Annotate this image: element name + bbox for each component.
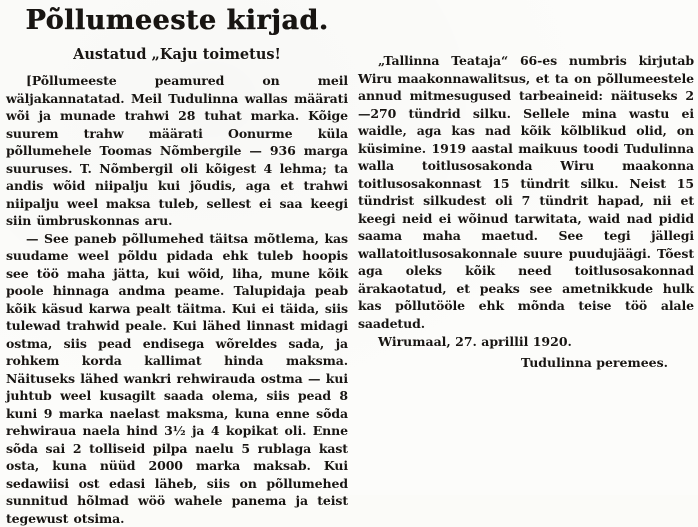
signature: Tudulinna peremees. [358, 354, 694, 372]
left-column [6, 5, 348, 527]
paragraph: „Tallinna Teataja“ 66-es numbris kirjutab Wiru maakonnawalitsus, et ta on põllumeestele annud mitmesugused tarbeaineid: näituseks 2—270 tündrid silku. Sellele mina wastu ei waidle, aga kas nad kõik kõlblikud olid, on küsimine. 1919 aastal maikuus toodi Tudulinna walla toitlusosakonda Wiru maakonna toitlusosakonnast 15 tündrit silku. Neist 15 tündrist silkudest oli 7 tündrit hapad, nii et keegi neid ei wõinud tarwitata, waid nad pidid saama maha maetud. See tegi jällegi wallatoitlusosakonnale suure puudujäägi. Tõest aga oleks kõik need toitlusosakonnad ärakaotatud, et peaks see ametnikkude hulk kas põllutööle ehk mõnda teise töö alale saadetud. [358, 52, 694, 332]
left-column-body [6, 72, 348, 527]
article-title: Põllumeeste kirjad. [6, 5, 348, 36]
right-column [358, 52, 694, 372]
right-column-body [358, 52, 694, 332]
salutation-line: Austatud „Kaju toimetus! [6, 46, 348, 63]
paragraph: [Põllumeeste peamured on meil wäljakannatatad. Meil Tudulinna wallas määrati wõi ja munade trahwi 28 tuhat marka. Kõige suurem trahw määrati Oonurme küla põllumehele Toomas Nõmbergile — 936 marga suuruses. T. Nõmbergil oli kõigest 4 lehma; ta andis wõid niipalju kui jõudis, aga et trahwi niipalju weel maksa tuleb, sellest ei saa keegi siin ümbruskonnas aru. [6, 72, 348, 230]
paragraph: — See paneb põllumehed täitsa mõtlema, kas suudame weel põldu pidada ehk tuleb hoopis see töö maha jätta, kui wõid, liha, mune kõik poole hinnaga andma peame. Talupidaja peab kõik käsud karwa pealt täitma. Kui ei täida, siis tulewad trahwid peale. Kui lähed linnast midagi ostma, siis pead endisega wõreldes sada, ja rohkem korda kallimat hinda maksma. Näituseks lähed wankri rehwirauda ostma — kui juhtub weel kusagilt saada olema, siis pead 8 kuni 9 marka naelast maksma, kuna enne sõda rehwiraua naela hind 3½ ja 4 kopikat oli. Enne sõda sai 2 tolliseid pilpa naelu 5 rublaga kast osta, kuna nüüd 2000 marka maksab. Kui sedawiisi ost edasi läheb, siis on põllumehed sunnitud hõlmad wöö wahele panema ja teist tegewust otsima. [6, 230, 348, 527]
dateline: Wirumaal, 27. aprillil 1920. [358, 333, 694, 351]
